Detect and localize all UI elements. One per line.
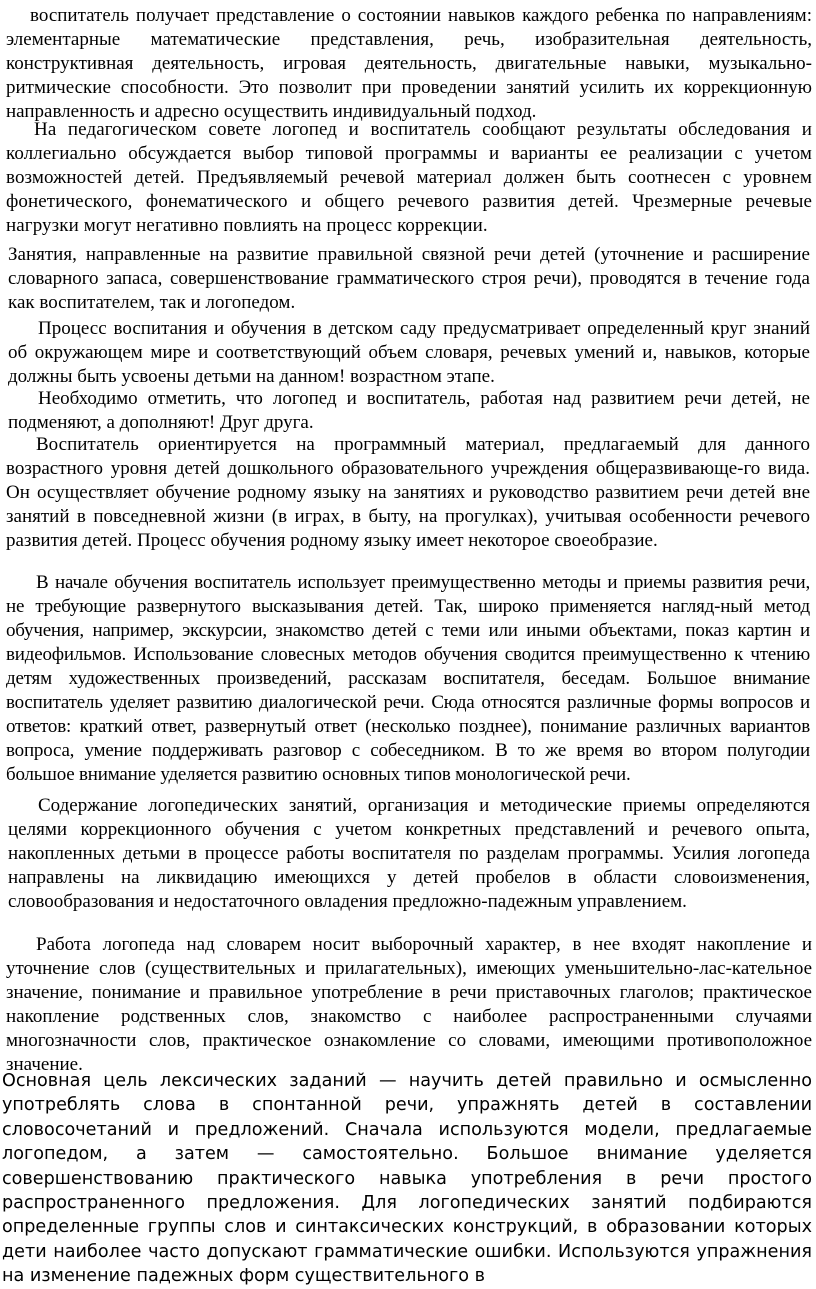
paragraph-5: Необходимо отметить, что логопед и воспитатель, работая над развитием речи детей, не подменяют, а дополняют! Друг друга. — [8, 388, 810, 433]
paragraph-8: Содержание логопедических занятий, организация и методические приемы определяются целями коррекционного обучения с учетом конкретных представлений и речевого опыта, накопленных детьми в процессе работы воспитателя по разделам программы. Усилия логопеда направлены на ликвидацию имеющихся у детей пробелов в области словоизменения, словообразования и недостаточного овладения предложно-падежным управлением. — [8, 795, 810, 912]
paragraph-7: В начале обучения воспитатель использует преимущественно методы и приемы развития речи, не требующие развернутого высказывания детей. Так, широко применяется нагляд-ный метод обучения, например, экскурсии, знакомство детей с теми или иными объектами, показ картин и видеофильмов. Использование словесных методов обучения сводится преимущественно к чтению детям художественных произведений, рассказам воспитателя, беседам. Большое внимание воспитатель уделяет развитию диалогической речи. Сюда относятся различные формы вопросов и ответов: краткий ответ, развернутый ответ (несколько позднее), понимание различных вариантов вопроса, умение поддерживать разговор с собеседником. В то же время во втором полугодии большое внимание уделяется развитию основных типов монологической речи. — [6, 572, 810, 785]
paragraph-1: воспитатель получает представление о состоянии навыков каждого ребенка по направлениям: элементарные математические представления, речь, изобразительная деятельность, конструктивная деятельность, игровая деятельность, двигательные навыки, музыкально-ритмические способности. Это позволит при проведении занятий усилить их коррекционную направленность и адресно осуществить индивидуальный подход. — [6, 5, 812, 122]
paragraph-4: Процесс воспитания и обучения в детском саду предусматривает определенный круг знаний об окружающем мире и соответствующий объем словаря, речевых умений и, навыков, которые должны быть усвоены детьми на данном! возрастном этапе. — [8, 318, 810, 387]
paragraph-10: Основная цель лексических заданий — научить детей правильно и осмысленно употреблять слова в спонтанной речи, упражнять детей в составлении словосочетаний и предложений. Сначала используются модели, предлагаемые логопедом, а затем — самостоятельно. Большое внимание уделяется совершенствованию практического навыка употребления в речи простого распространенного предложения. Для логопедических занятий подбираются определенные группы слов и синтаксических конструкций, в образовании которых дети наиболее часто допускают грамматические ошибки. Используются упражнения на изменение падежных форм существительного в — [2, 1071, 812, 1287]
paragraph-3: Занятия, направленные на развитие правильной связной речи детей (уточнение и расширение словарного запаса, совершенствование грамматического строя речи), проводятся в течение года как воспитателем, так и логопедом. — [8, 244, 810, 313]
paragraph-2: На педагогическом совете логопед и воспитатель сообщают результаты обследования и коллегиально обсуждается выбор типовой программы и варианты ее реализации с учетом возможностей детей. Предъявляемый речевой материал должен быть соотнесен с уровнем фонетического, фонематического и общего речевого развития детей. Чрезмерные речевые нагрузки могут негативно повлиять на процесс коррекции. — [6, 119, 812, 236]
paragraph-6: Воспитатель ориентируется на программный материал, предлагаемый для данного возрастного уровня детей дошкольного образовательного учреждения общеразвивающе-го вида. Он осуществляет обучение родному языку на занятиях и руководство развитием речи детей вне занятий в повседневной жизни (в играх, в быту, на прогулках), учитывая особенности речевого развития детей. Процесс обучения родному языку имеет некоторое своеобразие. — [6, 434, 810, 551]
paragraph-9: Работа логопеда над словарем носит выборочный характер, в нее входят накопление и уточнение слов (существительных и прилагательных), имеющих уменьшительно-лас-кательное значение, понимание и правильное употребление в речи приставочных глаголов; практическое накопление родственных слов, знакомство с наиболее распространенными случаями многозначности слов, практическое ознакомление со словами, имеющими противоположное значение. — [6, 934, 812, 1075]
